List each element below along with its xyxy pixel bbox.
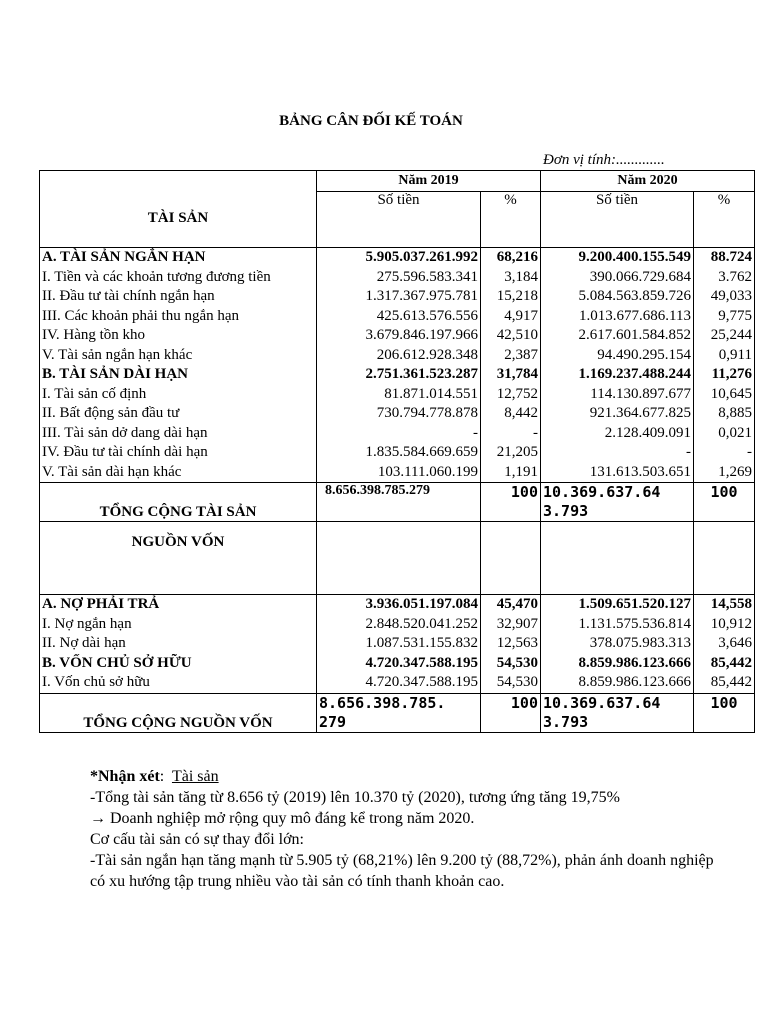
source-total-row <box>40 693 755 732</box>
pct-2019: 3,184 <box>481 268 541 288</box>
total-label: TỔNG CỘNG NGUỒN VỐN <box>40 693 317 732</box>
asset-row <box>40 346 755 366</box>
pct-2019: 32,907 <box>481 615 541 635</box>
row-label: II. Nợ dài hạn <box>40 634 317 654</box>
amount-2019: 4.720.347.588.195 <box>317 673 481 693</box>
comments-heading-sep: : <box>159 768 165 785</box>
pct-2019: - <box>481 424 541 444</box>
amount-2019: 275.596.583.341 <box>317 268 481 288</box>
empty-cell <box>317 522 481 595</box>
amount-2020: 1.169.237.488.244 <box>541 365 694 385</box>
document-title: BẢNG CÂN ĐỐI KẾ TOÁN <box>279 113 463 129</box>
amount-2020: 94.490.295.154 <box>541 346 694 366</box>
asset-row <box>40 443 755 463</box>
amount-header-2020: Số tiền <box>541 192 694 248</box>
amount-2020: - <box>541 443 694 463</box>
pct-2019: 1,191 <box>481 463 541 483</box>
comment-line: -Tổng tài sản tăng từ 8.656 tỷ (2019) lên 10.370 tỷ (2020), tương ứng tăng 19,75% <box>90 789 620 806</box>
asset-row <box>40 326 755 346</box>
comments-section <box>90 766 730 892</box>
amount-2020: 1.131.575.536.814 <box>541 615 694 635</box>
pct-2019: 2,387 <box>481 346 541 366</box>
amount-2020: 2.128.409.091 <box>541 424 694 444</box>
comment-line: -Tài sản ngắn hạn tăng mạnh từ 5.905 tỷ (68,21%) lên 9.200 tỷ (88,72%), phản ánh doanh nghiệp có xu hướng tập trung nhiều vào tài sản có tính thanh khoản cao. <box>90 852 714 890</box>
comment-line: → Doanh nghiệp mở rộng quy mô đáng kể trong năm 2020. <box>90 810 475 827</box>
amount-2019: 3.936.051.197.084 <box>317 595 481 615</box>
row-label: II. Đầu tư tài chính ngắn hạn <box>40 287 317 307</box>
pct-2020: - <box>694 443 755 463</box>
amount-2020: 5.084.563.859.726 <box>541 287 694 307</box>
asset-row <box>40 268 755 288</box>
pct-2020: 85,442 <box>694 673 755 693</box>
total-pct-2019: 100 <box>481 693 541 732</box>
pct-2019: 31,784 <box>481 365 541 385</box>
pct-2020: 1,269 <box>694 463 755 483</box>
source-header: NGUỒN VỐN <box>40 522 317 595</box>
pct-2019: 21,205 <box>481 443 541 463</box>
asset-row <box>40 248 755 268</box>
amount-2020: 390.066.729.684 <box>541 268 694 288</box>
source-row <box>40 634 755 654</box>
asset-row <box>40 424 755 444</box>
pct-2020: 9,775 <box>694 307 755 327</box>
pct-2019: 45,470 <box>481 595 541 615</box>
row-label: A. TÀI SẢN NGẮN HẠN <box>40 248 317 268</box>
empty-cell <box>481 522 541 595</box>
amount-2019: 103.111.060.199 <box>317 463 481 483</box>
pct-2020: 11,276 <box>694 365 755 385</box>
amount-2020: 114.130.897.677 <box>541 385 694 405</box>
pct-2020: 8,885 <box>694 404 755 424</box>
pct-2019: 15,218 <box>481 287 541 307</box>
balance-sheet-table <box>39 170 755 733</box>
source-row <box>40 595 755 615</box>
row-label: IV. Đầu tư tài chính dài hạn <box>40 443 317 463</box>
comment-line: Cơ cấu tài sản có sự thay đổi lớn: <box>90 831 304 848</box>
total-pct-2020: 100 <box>694 693 755 732</box>
asset-row <box>40 287 755 307</box>
total-pct-2020: 100 <box>694 483 755 522</box>
amount-2019: 1.317.367.975.781 <box>317 287 481 307</box>
amount-2020: 8.859.986.123.666 <box>541 654 694 674</box>
row-label: B. VỐN CHỦ SỞ HỮU <box>40 654 317 674</box>
asset-row <box>40 307 755 327</box>
row-label: I. Tài sản cố định <box>40 385 317 405</box>
amount-2019: 730.794.778.878 <box>317 404 481 424</box>
row-label: I. Vốn chủ sở hữu <box>40 673 317 693</box>
row-label: B. TÀI SẢN DÀI HẠN <box>40 365 317 385</box>
total-amount-2019: 8.656.398.785. 279 <box>317 693 481 732</box>
asset-header: TÀI SẢN <box>40 171 317 248</box>
amount-2019: 2.848.520.041.252 <box>317 615 481 635</box>
comments-topic: Tài sản <box>171 768 219 785</box>
row-label: III. Các khoản phải thu ngắn hạn <box>40 307 317 327</box>
amount-2019: 2.751.361.523.287 <box>317 365 481 385</box>
pct-header-2020: % <box>694 192 755 248</box>
unit-label: Đơn vị tính:............. <box>543 152 665 168</box>
amount-2020: 1.013.677.686.113 <box>541 307 694 327</box>
pct-2020: 3,646 <box>694 634 755 654</box>
asset-row <box>40 404 755 424</box>
pct-2020: 49,033 <box>694 287 755 307</box>
amount-2019: 1.087.531.155.832 <box>317 634 481 654</box>
pct-2020: 14,558 <box>694 595 755 615</box>
pct-2019: 8,442 <box>481 404 541 424</box>
asset-row <box>40 385 755 405</box>
pct-2020: 10,645 <box>694 385 755 405</box>
source-row <box>40 673 755 693</box>
pct-2020: 25,244 <box>694 326 755 346</box>
asset-row <box>40 365 755 385</box>
source-row <box>40 615 755 635</box>
pct-2020: 0,021 <box>694 424 755 444</box>
amount-2020: 378.075.983.313 <box>541 634 694 654</box>
empty-cell <box>694 522 755 595</box>
amount-2019: - <box>317 424 481 444</box>
row-label: III. Tài sản dở dang dài hạn <box>40 424 317 444</box>
amount-2020: 9.200.400.155.549 <box>541 248 694 268</box>
pct-2020: 88.724 <box>694 248 755 268</box>
total-amount-2019: 8.656.398.785.279 <box>317 483 481 522</box>
year-2020-header: Năm 2020 <box>541 171 755 192</box>
amount-header-2019: Số tiền <box>317 192 481 248</box>
row-label: A. NỢ PHẢI TRẢ <box>40 595 317 615</box>
amount-2020: 1.509.651.520.127 <box>541 595 694 615</box>
amount-2020: 131.613.503.651 <box>541 463 694 483</box>
row-label: V. Tài sản dài hạn khác <box>40 463 317 483</box>
amount-2020: 2.617.601.584.852 <box>541 326 694 346</box>
amount-2019: 81.871.014.551 <box>317 385 481 405</box>
pct-2020: 10,912 <box>694 615 755 635</box>
row-label: V. Tài sản ngắn hạn khác <box>40 346 317 366</box>
source-row <box>40 654 755 674</box>
pct-2019: 4,917 <box>481 307 541 327</box>
amount-2019: 3.679.846.197.966 <box>317 326 481 346</box>
pct-2020: 3.762 <box>694 268 755 288</box>
total-pct-2019: 100 <box>481 483 541 522</box>
amount-2020: 921.364.677.825 <box>541 404 694 424</box>
source-header-row <box>40 522 755 595</box>
asset-row <box>40 463 755 483</box>
pct-2019: 42,510 <box>481 326 541 346</box>
row-label: I. Tiền và các khoản tương đương tiền <box>40 268 317 288</box>
amount-2020: 8.859.986.123.666 <box>541 673 694 693</box>
pct-header-2019: % <box>481 192 541 248</box>
amount-2019: 1.835.584.669.659 <box>317 443 481 463</box>
total-amount-2020: 10.369.637.64 3.793 <box>541 693 694 732</box>
amount-2019: 5.905.037.261.992 <box>317 248 481 268</box>
row-label: I. Nợ ngắn hạn <box>40 615 317 635</box>
pct-2019: 68,216 <box>481 248 541 268</box>
amount-2019: 425.613.576.556 <box>317 307 481 327</box>
row-label: IV. Hàng tồn kho <box>40 326 317 346</box>
year-2019-header: Năm 2019 <box>317 171 541 192</box>
empty-cell <box>541 522 694 595</box>
pct-2020: 85,442 <box>694 654 755 674</box>
pct-2019: 12,752 <box>481 385 541 405</box>
row-label: II. Bất động sản đầu tư <box>40 404 317 424</box>
asset-total-row <box>40 483 755 522</box>
pct-2020: 0,911 <box>694 346 755 366</box>
pct-2019: 12,563 <box>481 634 541 654</box>
total-amount-2020: 10.369.637.64 3.793 <box>541 483 694 522</box>
pct-2019: 54,530 <box>481 654 541 674</box>
amount-2019: 206.612.928.348 <box>317 346 481 366</box>
comments-heading: *Nhận xét <box>90 768 160 785</box>
amount-2019: 4.720.347.588.195 <box>317 654 481 674</box>
total-label: TỔNG CỘNG TÀI SẢN <box>40 483 317 522</box>
pct-2019: 54,530 <box>481 673 541 693</box>
